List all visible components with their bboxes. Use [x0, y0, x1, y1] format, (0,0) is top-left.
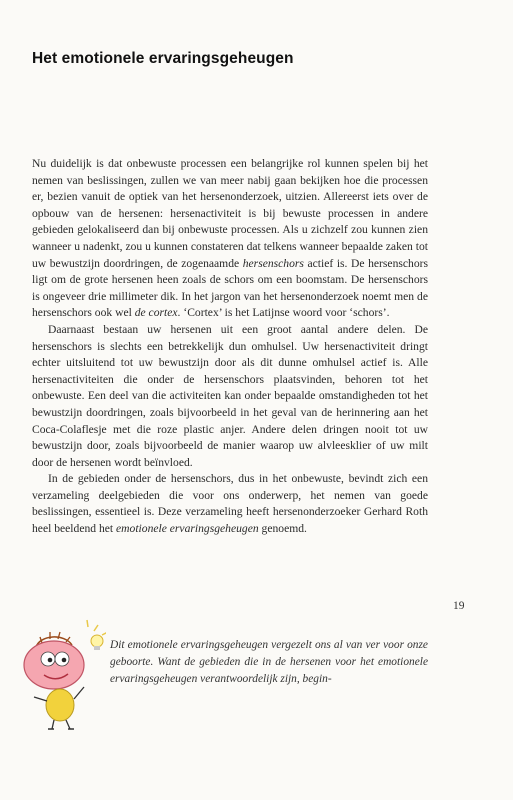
margin-quote: Dit emotionele ervaringsgeheugen vergezelt ons al van ver voor onze geboorte. Want de gebieden die in de hersenen voor het emotionele ervaringsgeheugen verantwoordelijk zijn, begin- [110, 639, 428, 685]
italic-term: emotionele ervaringsgeheugen [116, 522, 259, 536]
text-run: genoemd. [258, 522, 307, 536]
cartoon-character-with-lightbulb-icon [14, 617, 106, 732]
italic-term: de cortex [134, 306, 178, 320]
text-run: actief is. De hersenschors ligt om de grote hersenen heen zoals de schors om een boomstam. De hersenschors is ongeveer drie millimeter dik. In het jargon van het hersenonderzoek noemt men de hersenschors ook wel [32, 256, 428, 320]
page-number: 19 [453, 600, 465, 612]
text-run: . ‘Cortex’ is het Latijnse woord voor ‘schors’. [177, 306, 390, 320]
text-run: Nu duidelijk is dat onbewuste processen een belangrijke rol kunnen spelen bij het nemen van beslissingen, zullen we van meer nabij gaan bekijken hoe die processen er, bezien vanuit de optiek van het hersenonderzoek, uitzien. Allereerst iets over de opbouw van de hersenen: hersenactiviteit is bij bewuste processen in andere gebieden gelokaliseerd dan bij onbewuste processen. Als u zichzelf zou kunnen zien wanneer u nadenkt, zou u kunnen constateren dat telkens wanneer bepaalde zaken tot uw bewustzijn doordringen, de zogenaamde [32, 157, 428, 270]
paragraph [32, 322, 428, 471]
lightbulb-icon [87, 620, 106, 650]
text-run: In de gebieden onder de hersenschors, dus in het onbewuste, bevindt zich een verzameling deelgebieden die voor ons onderwerp, het nemen van goede beslissingen, essentieel is. Deze verzameling heeft hersenonderzoeker Gerhard Roth heel beeldend het [32, 472, 428, 536]
body-text [32, 156, 428, 538]
text-run: Daarnaast bestaan uw hersenen uit een groot aantal andere delen. De hersenschors is slechts een betrekkelijk dun omhulsel. Uw hersenactiviteit dringt echter uitsluitend tot uw bewustzijn door als dit dunne omhulsel actief is. Alle hersenactiviteiten die onder de hersenschors plaatsvinden, behoren tot het onbewuste. Een deel van die activiteiten kan onder bepaalde omstandigheden tot het bewustzijn doordringen, zoals bijvoorbeeld in het geval van de herinnering aan het Coca-Colaflesje met die roze plastic anjer. Andere delen dringen nooit tot uw bewustzijn door, zoals bijvoorbeeld de manier waarop uw alvleesklier of uw milt door de hersenen wordt beïnvloed. [32, 322, 428, 469]
paragraph [32, 156, 428, 322]
italic-term: hersenschors [242, 256, 304, 270]
chapter-heading: Het emotionele ervaringsgeheugen [32, 50, 294, 67]
paragraph [32, 471, 428, 537]
